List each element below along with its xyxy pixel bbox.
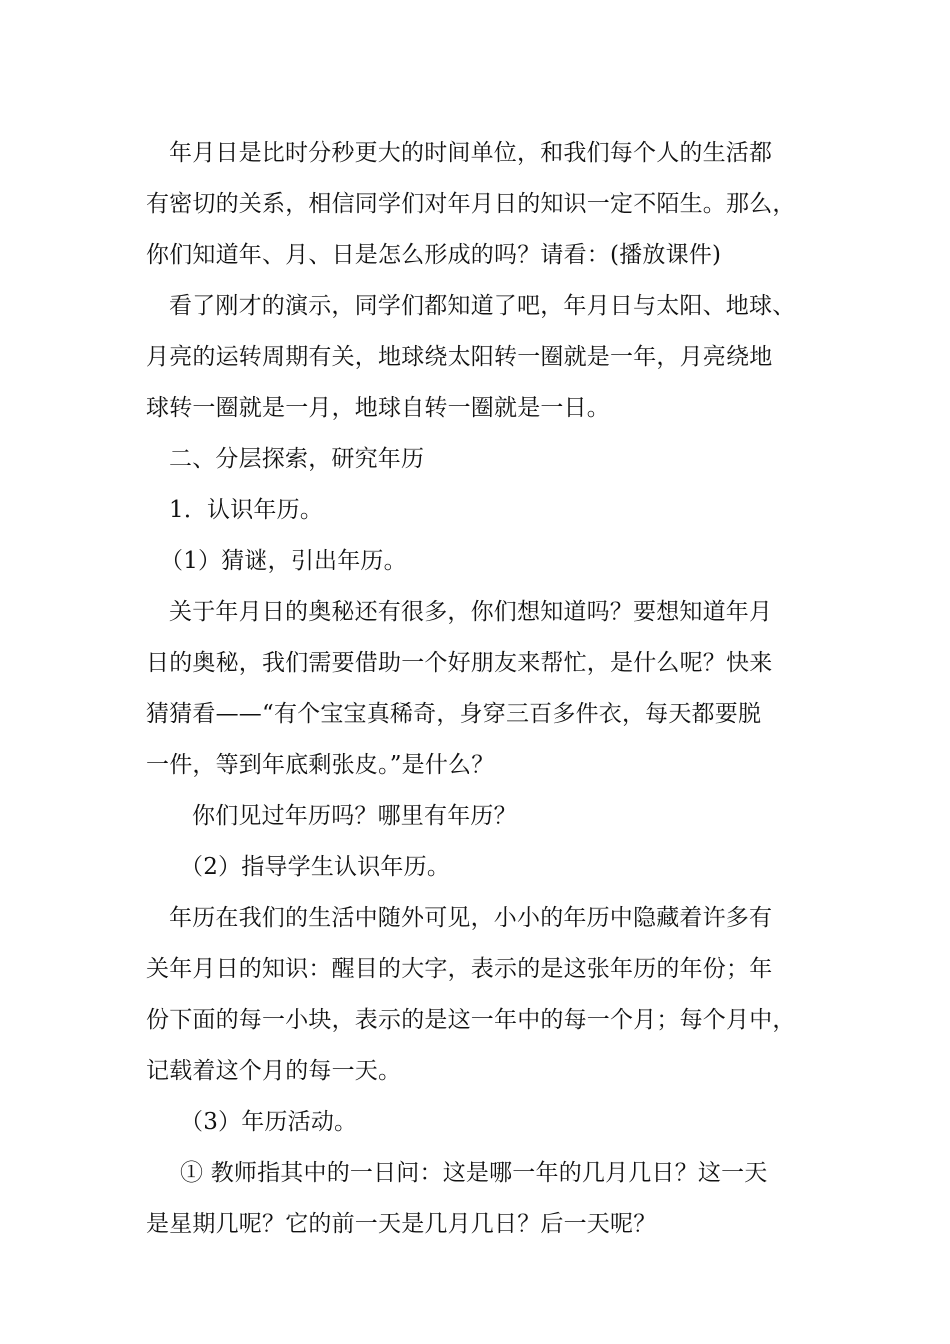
text-line: 日的奥秘，我们需要借助一个好朋友来帮忙，是什么呢？快来 [146, 650, 773, 676]
text-line: 关于年月日的奥秘还有很多，你们想知道吗？要想知道年月 [169, 599, 773, 625]
subsection-heading: 1．认识年历。 [169, 497, 324, 523]
text-line: 猜猜看——“有个宝宝真稀奇，身穿三百多件衣，每天都要脱 [146, 701, 762, 727]
text-line: 年历在我们的生活中随外可见，小小的年历中隐藏着许多有 [169, 905, 773, 931]
subsection-item: （1）猜谜，引出年历。 [160, 548, 407, 574]
text-line: 你们见过年历吗？哪里有年历？ [192, 803, 517, 829]
text-line: 一件，等到年底剩张皮。”是什么？ [146, 752, 495, 778]
text-line: 是星期几呢？它的前一天是几月几日？后一天呢？ [146, 1211, 657, 1237]
text-line: 关年月日的知识：醒目的大字，表示的是这张年历的年份；年 [146, 956, 773, 982]
text-line: 看了刚才的演示，同学们都知道了吧，年月日与太阳、地球、 [169, 293, 796, 319]
text-line: 球转一圈就是一月，地球自转一圈就是一日。 [146, 395, 610, 421]
document-body [146, 128, 836, 1250]
text-line: 记载着这个月的每一天。 [146, 1058, 402, 1084]
text-line: 你们知道年、月、日是怎么形成的吗？请看：(播放课件) [146, 242, 722, 268]
subsection-item: （2）指导学生认识年历。 [180, 854, 451, 880]
text-line: 有密切的关系，相信同学们对年月日的知识一定不陌生。那么， [146, 191, 796, 217]
text-line: ① 教师指其中的一日问：这是哪一年的几月几日？这一天 [180, 1160, 768, 1186]
subsection-item: （3）年历活动。 [180, 1109, 358, 1135]
text-line: 年月日是比时分秒更大的时间单位，和我们每个人的生活都 [169, 140, 773, 166]
section-heading: 二、分层探索，研究年历 [169, 446, 425, 472]
text-line: 份下面的每一小块，表示的是这一年中的每一个月；每个月中， [146, 1007, 796, 1033]
text-line: 月亮的运转周期有关，地球绕太阳转一圈就是一年，月亮绕地 [146, 344, 773, 370]
